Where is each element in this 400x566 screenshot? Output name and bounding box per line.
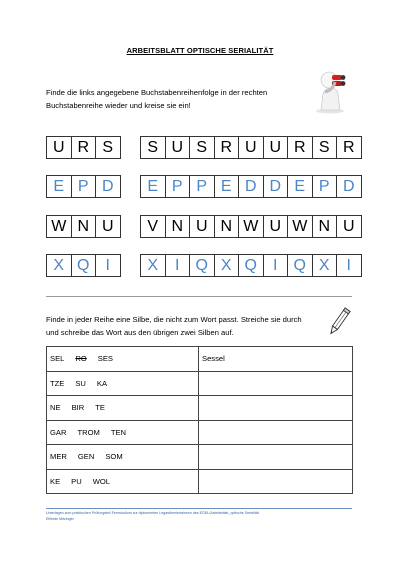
letter-cell: U (95, 215, 121, 238)
letter-row-3-left (46, 215, 120, 238)
syllable[interactable]: WOL (92, 476, 111, 486)
syllables-cell (47, 445, 199, 470)
letter-cell: Q (71, 254, 97, 277)
letter-cell[interactable]: I (165, 254, 191, 277)
letter-cell[interactable]: P (312, 175, 338, 198)
syllables-cell (47, 469, 199, 494)
instruction-letters: Finde die links angegebene Buchstabenreihenfolge in der rechten Buchstabenreihe wieder und kreise sie ein! (46, 88, 268, 110)
table-row (47, 347, 353, 372)
letter-cell[interactable]: P (189, 175, 215, 198)
syllables-cell (47, 396, 199, 421)
syllable[interactable]: NE (50, 403, 61, 413)
pencil-icon (326, 305, 352, 339)
syllable[interactable]: GAR (50, 427, 67, 437)
table-row (47, 371, 353, 396)
letter-cell[interactable]: W (287, 215, 313, 238)
letter-cell[interactable]: R (287, 136, 313, 159)
footer-divider (46, 508, 352, 509)
syllable[interactable]: SEL (50, 354, 65, 364)
footer-line-1: Unterlagen zum praktischen Prüfungsteil Fernstudium zur diplomierten Legasthenietrainerin des EÖDL/Arbeitsblatt_optische Serialität (46, 511, 259, 515)
answer-cell[interactable] (199, 469, 353, 494)
answer-cell[interactable] (199, 445, 353, 470)
letter-cell[interactable]: X (312, 254, 338, 277)
answer-cell[interactable] (199, 396, 353, 421)
letter-row-3-right (140, 215, 361, 238)
instruction-syllables: Finde in jeder Reihe eine Silbe, die nicht zum Wort passt. Streiche sie durch und schreibe das Wort aus den übrigen zwei Silben auf. (46, 315, 302, 337)
syllable[interactable]: PU (71, 476, 82, 486)
letter-cell[interactable]: I (336, 254, 362, 277)
letter-row-1-left (46, 136, 120, 159)
letter-cell[interactable]: U (238, 136, 264, 159)
syllable[interactable]: TROM (77, 427, 100, 437)
answer-cell[interactable]: Sessel (199, 347, 353, 372)
letter-cell[interactable]: S (189, 136, 215, 159)
letter-cell[interactable]: U (336, 215, 362, 238)
letter-cell[interactable]: R (336, 136, 362, 159)
letter-cell[interactable]: D (336, 175, 362, 198)
letter-cell[interactable]: N (165, 215, 191, 238)
letter-row-2-right (140, 175, 361, 198)
table-row (47, 396, 353, 421)
letter-cell[interactable]: E (287, 175, 313, 198)
syllable[interactable]: SES (97, 354, 113, 364)
letter-cell: R (71, 136, 97, 159)
letter-cell: P (71, 175, 97, 198)
section-divider (46, 296, 352, 297)
letter-row-4-left (46, 254, 120, 277)
letter-cell: I (95, 254, 121, 277)
letter-cell[interactable]: S (312, 136, 338, 159)
letter-row-2-left (46, 175, 120, 198)
letter-cell[interactable]: W (238, 215, 264, 238)
letter-cell[interactable]: R (214, 136, 240, 159)
syllables-cell (47, 347, 199, 372)
syllable[interactable]: TZE (50, 378, 65, 388)
letter-cell[interactable]: N (312, 215, 338, 238)
table-row (47, 420, 353, 445)
syllable[interactable]: SOM (105, 452, 123, 462)
table-row (47, 469, 353, 494)
letter-cell: D (95, 175, 121, 198)
letter-cell[interactable]: U (263, 215, 289, 238)
letter-cell[interactable]: U (189, 215, 215, 238)
letter-cell[interactable]: Q (287, 254, 313, 277)
syllable-table (46, 346, 353, 494)
answer-cell[interactable] (199, 371, 353, 396)
letter-cell: N (71, 215, 97, 238)
syllable[interactable]: TEN (110, 427, 127, 437)
letter-cell[interactable]: V (140, 215, 166, 238)
syllables-cell (47, 371, 199, 396)
letter-cell[interactable]: E (140, 175, 166, 198)
letter-cell[interactable]: S (140, 136, 166, 159)
syllables-cell (47, 420, 199, 445)
letter-cell[interactable]: D (238, 175, 264, 198)
letter-cell[interactable]: U (263, 136, 289, 159)
letter-cell[interactable]: U (165, 136, 191, 159)
answer-cell[interactable] (199, 420, 353, 445)
letter-cell[interactable]: I (263, 254, 289, 277)
letter-cell[interactable]: X (214, 254, 240, 277)
letter-cell[interactable]: X (140, 254, 166, 277)
letter-cell[interactable]: N (214, 215, 240, 238)
syllable[interactable]: MER (50, 452, 67, 462)
syllable[interactable]: RO (75, 354, 87, 364)
footer (46, 510, 366, 522)
table-row (47, 445, 353, 470)
letter-cell: S (95, 136, 121, 159)
letter-cell[interactable]: Q (238, 254, 264, 277)
syllable[interactable]: SU (75, 378, 86, 388)
worksheet-title: ARBEITSBLATT OPTISCHE SERIALITÄT (126, 46, 274, 55)
letter-cell: U (46, 136, 72, 159)
syllable[interactable]: KE (50, 476, 61, 486)
letter-cell: W (46, 215, 72, 238)
syllable[interactable]: TE (95, 403, 105, 413)
letter-cell[interactable]: Q (189, 254, 215, 277)
footer-line-2: Elfriede Mitzinger (46, 517, 74, 521)
syllable[interactable]: BIR (71, 403, 85, 413)
binoculars-figure-icon (305, 66, 355, 114)
letter-cell: X (46, 254, 72, 277)
letter-cell[interactable]: D (263, 175, 289, 198)
syllable[interactable]: GEN (77, 452, 95, 462)
letter-row-1-right (140, 136, 361, 159)
letter-cell[interactable]: E (214, 175, 240, 198)
letter-cell: E (46, 175, 72, 198)
letter-row-4-right (140, 254, 361, 277)
syllable[interactable]: KA (96, 378, 108, 388)
letter-cell[interactable]: P (165, 175, 191, 198)
